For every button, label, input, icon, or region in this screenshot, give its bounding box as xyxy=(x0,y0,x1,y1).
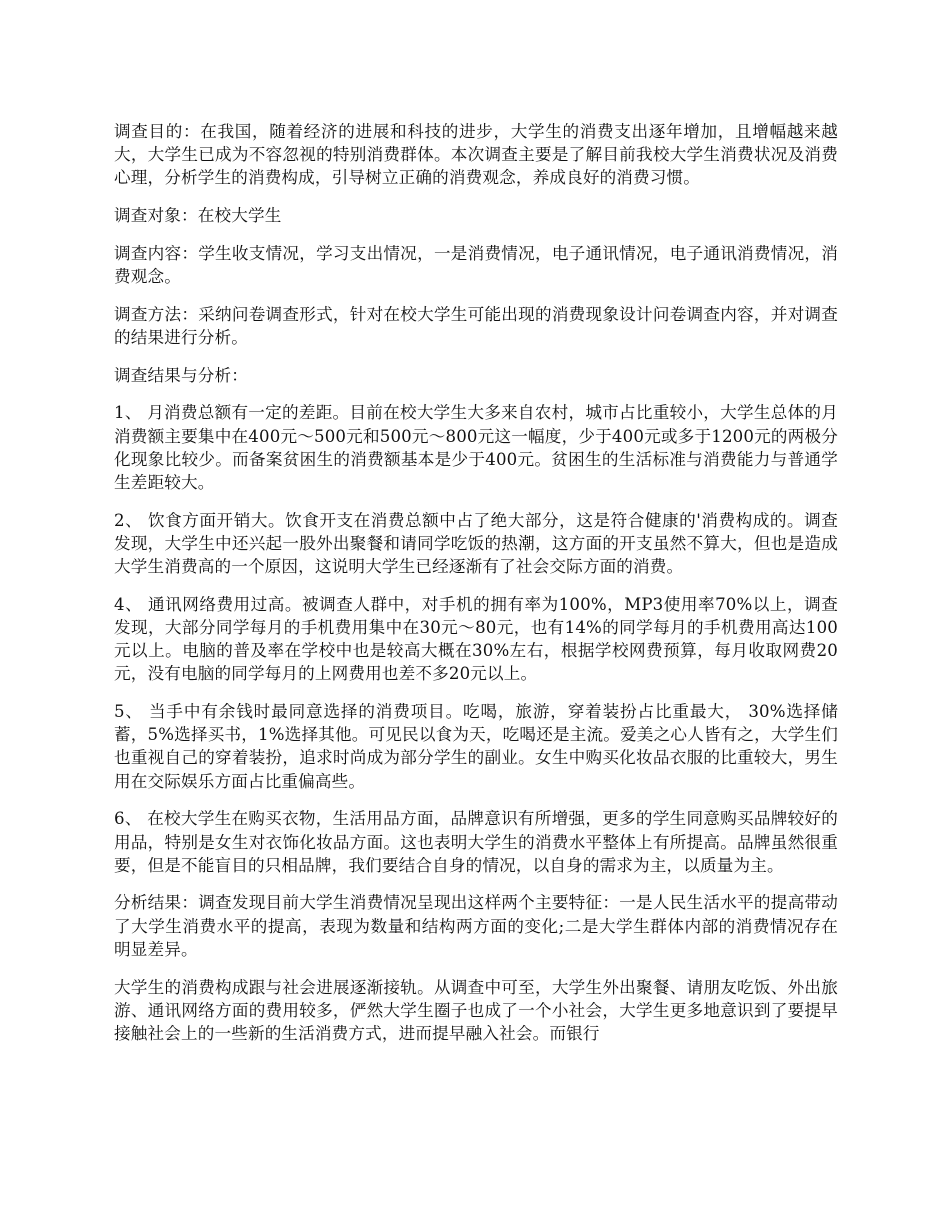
paragraph-method: 调查方法：采纳问卷调查形式，针对在校大学生可能出现的消费现象设计问卷调查内容，并对调查的结果进行分析。 xyxy=(114,304,838,347)
paragraph-analysis-result: 分析结果：调查发现目前大学生消费情况呈现出这样两个主要特征：一是人民生活水平的提高带动了大学生消费水平的提高，表现为数量和结构两方面的变化;二是大学生群体内部的消费情况存在明显差异。 xyxy=(114,893,838,959)
document-body xyxy=(114,120,838,1060)
paragraph-item-4: 4、 通讯网络费用过高。被调查人群中，对手机的拥有率为100%，MP3使用率70%以上，调查发现，大部分同学每月的手机费用集中在30元～80元，也有14%的同学每月的手机费用高达100元以上。电脑的普及率在学校中也是较高大概在30%左右，根据学校网费预算，每月收取网费20元，没有电脑的同学每月的上网费用也差不多20元以上。 xyxy=(114,594,838,684)
paragraph-item-1: 1、 月消费总额有一定的差距。目前在校大学生大多来自农村，城市占比重较小，大学生总体的月消费额主要集中在400元～500元和500元～800元这一幅度，少于400元或多于1200元的两极分化现象比较少。而备案贫困生的消费额基本是少于400元。贫困生的生活标准与消费能力与普通学生差距较大。 xyxy=(114,403,838,492)
paragraph-results-heading: 调查结果与分析： xyxy=(114,365,248,385)
paragraph-purpose: 调查目的：在我国，随着经济的进展和科技的进步，大学生的消费支出逐年增加，且增幅越来越大，大学生已成为不容忽视的特别消费群体。本次调查主要是了解目前我校大学生消费状况及消费心理，分析学生的消费构成，引导树立正确的消费观念，养成良好的消费习惯。 xyxy=(114,122,838,188)
paragraph-consumption-structure: 大学生的消费构成跟与社会进展逐渐接轨。从调查中可至，大学生外出聚餐、请朋友吃饭、外出旅游、通讯网络方面的费用较多，俨然大学生圈子也成了一个小社会，大学生更多地意识到了要提早接触社会上的一些新的生活消费方式，进而提早融入社会。而银行 xyxy=(114,977,838,1043)
paragraph-item-6: 6、 在校大学生在购买衣物，生活用品方面，品牌意识有所增强，更多的学生同意购买品牌较好的用品，特别是女生对衣饰化妆品方面。这也表明大学生的消费水平整体上有所提高。品牌虽然很重要，但是不能盲目的只相品牌，我们要结合自身的情况，以自身的需求为主，以质量为主。 xyxy=(114,809,838,875)
paragraph-subject: 调查对象：在校大学生 xyxy=(114,206,282,226)
paragraph-item-5: 5、 当手中有余钱时最同意选择的消费项目。吃喝，旅游，穿着装扮占比重最大， 30%选择储蓄，5%选择买书，1%选择其他。可见民以食为天，吃喝还是主流。爱美之心人皆有之，大学生们也重视自己的穿着装扮，追求时尚成为部分学生的副业。女生中购买化妆品衣服的比重较大，男生用在交际娱乐方面占比重偏高些。 xyxy=(114,702,838,791)
paragraph-content: 调查内容：学生收支情况，学习支出情况，一是消费情况，电子通讯情况，电子通讯消费情况，消费观念。 xyxy=(114,243,838,287)
paragraph-item-2: 2、 饮食方面开销大。饮食开支在消费总额中占了绝大部分，这是符合健康的'消费构成的。调查发现，大学生中还兴起一股外出聚餐和请同学吃饭的热潮，这方面的开支虽然不算大，但也是造成大学生消费高的一个原因，这说明大学生已经逐渐有了社会交际方面的消费。 xyxy=(114,510,838,577)
